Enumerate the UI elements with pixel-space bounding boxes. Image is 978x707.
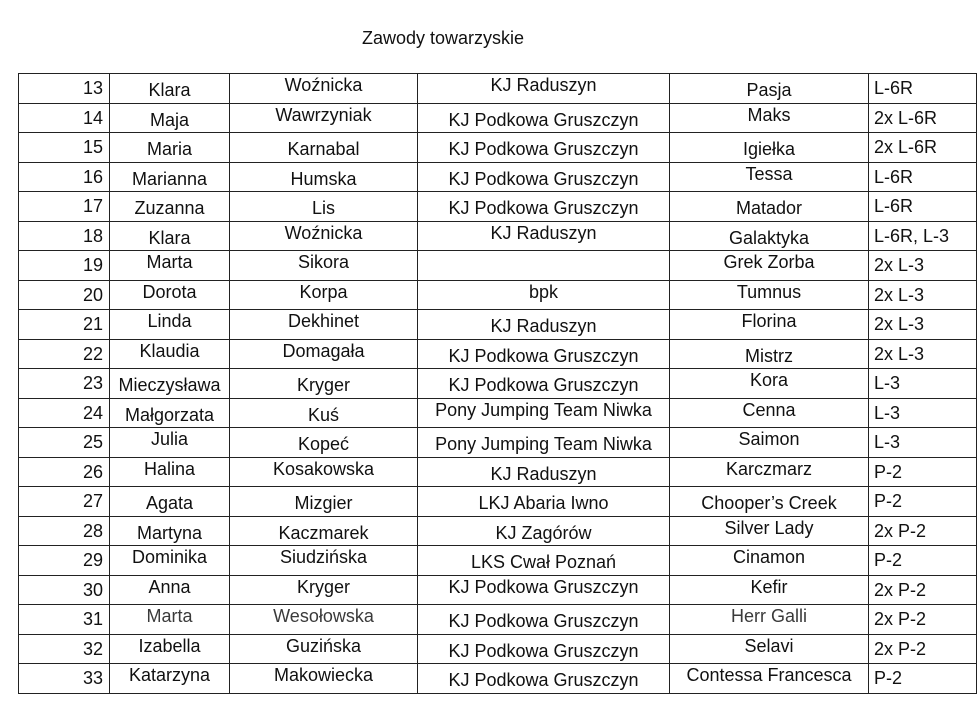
horse-text: Saimon	[738, 429, 800, 450]
club-text: KJ Podkowa Gruszczyn	[448, 109, 639, 130]
first-name-text: Dorota	[142, 281, 197, 302]
last-name-cell	[230, 251, 418, 281]
table-row	[19, 457, 977, 487]
last-name-cell	[230, 516, 418, 546]
club-cell	[418, 428, 670, 458]
horse-text: Pasja	[746, 80, 792, 101]
first-name-text: Mieczysława	[118, 375, 221, 396]
last-name-text: Woźnicka	[284, 222, 363, 243]
first-name-text: Zuzanna	[134, 198, 205, 219]
first-name-cell	[110, 457, 230, 487]
class-cell	[869, 457, 977, 487]
last-name-cell	[230, 162, 418, 192]
horse-text: Kefir	[750, 576, 788, 597]
last-name-cell	[230, 192, 418, 222]
horse-text: Contessa Francesca	[686, 665, 852, 686]
horse-cell	[670, 280, 869, 310]
first-name-text: Halina	[143, 458, 196, 479]
last-name-cell	[230, 457, 418, 487]
start-number-cell	[19, 369, 110, 399]
horse-cell	[670, 369, 869, 399]
club-text: KJ Raduszyn	[490, 75, 597, 96]
horse-text: Chooper’s Creek	[701, 493, 837, 514]
first-name-cell	[110, 398, 230, 428]
start-number-text: 26	[82, 461, 103, 482]
class-cell	[869, 74, 977, 104]
horse-cell	[670, 487, 869, 517]
start-number-text: 22	[82, 343, 103, 364]
horse-text: Galaktyka	[728, 227, 810, 248]
horse-cell	[670, 162, 869, 192]
club-cell	[418, 546, 670, 576]
class-cell	[869, 664, 977, 694]
table-row	[19, 664, 977, 694]
last-name-text: Siudzińska	[279, 547, 368, 568]
club-cell	[418, 280, 670, 310]
class-cell	[869, 487, 977, 517]
start-number-cell	[19, 251, 110, 281]
club-cell	[418, 398, 670, 428]
club-cell	[418, 487, 670, 517]
class-text: 2x L-3	[874, 343, 925, 364]
last-name-cell	[230, 398, 418, 428]
club-text: LKS Cwał Poznań	[470, 552, 617, 573]
table-row	[19, 133, 977, 163]
horse-cell	[670, 398, 869, 428]
first-name-cell	[110, 221, 230, 251]
start-number-text: 24	[82, 402, 103, 423]
last-name-text: Kryger	[296, 375, 350, 396]
class-text: L-3	[874, 402, 901, 423]
start-number-text: 19	[82, 255, 103, 276]
horse-text: Grek Zorba	[723, 252, 815, 273]
start-number-cell	[19, 103, 110, 133]
horse-text: Maks	[747, 104, 791, 125]
start-number-text: 32	[82, 638, 103, 659]
start-number-cell	[19, 428, 110, 458]
first-name-cell	[110, 664, 230, 694]
class-text: 2x L-6R	[874, 107, 938, 128]
club-text: KJ Raduszyn	[490, 316, 597, 337]
class-text: L-3	[874, 432, 901, 453]
club-text: KJ Podkowa Gruszczyn	[448, 670, 639, 691]
start-number-cell	[19, 487, 110, 517]
start-number-cell	[19, 280, 110, 310]
last-name-text: Mizgier	[294, 493, 353, 514]
last-name-text: Guzińska	[285, 635, 362, 656]
last-name-text: Kaczmarek	[278, 522, 369, 543]
last-name-cell	[230, 310, 418, 340]
last-name-text: Wesołowska	[273, 606, 374, 627]
first-name-text: Maria	[146, 139, 192, 160]
class-cell	[869, 192, 977, 222]
club-cell	[418, 516, 670, 546]
last-name-cell	[230, 546, 418, 576]
class-cell	[869, 516, 977, 546]
table-row	[19, 339, 977, 369]
club-text: KJ Podkowa Gruszczyn	[448, 640, 639, 661]
horse-text: Selavi	[744, 635, 794, 656]
first-name-text: Agata	[145, 493, 194, 514]
first-name-cell	[110, 605, 230, 635]
class-cell	[869, 133, 977, 163]
club-cell	[418, 74, 670, 104]
start-number-text: 33	[82, 668, 103, 689]
table-row	[19, 516, 977, 546]
last-name-cell	[230, 103, 418, 133]
horse-text: Tessa	[745, 163, 793, 184]
class-text: 2x L-3	[874, 255, 925, 276]
start-number-cell	[19, 575, 110, 605]
last-name-cell	[230, 664, 418, 694]
club-text: KJ Podkowa Gruszczyn	[448, 168, 639, 189]
horse-cell	[670, 74, 869, 104]
first-name-text: Martyna	[136, 522, 203, 543]
table-row	[19, 546, 977, 576]
club-text: KJ Podkowa Gruszczyn	[448, 198, 639, 219]
start-number-text: 31	[82, 609, 103, 630]
first-name-cell	[110, 162, 230, 192]
class-text: 2x L-3	[874, 314, 925, 335]
table-row	[19, 398, 977, 428]
club-text: Pony Jumping Team Niwka	[435, 399, 652, 420]
last-name-cell	[230, 428, 418, 458]
horse-text: Karczmarz	[725, 458, 812, 479]
table-row	[19, 575, 977, 605]
horse-text: Silver Lady	[724, 517, 814, 538]
start-number-text: 21	[82, 314, 103, 335]
class-text: 2x L-6R	[874, 137, 938, 158]
first-name-text: Marta	[146, 252, 193, 273]
horse-text: Igiełka	[742, 139, 796, 160]
club-cell	[418, 162, 670, 192]
class-cell	[869, 310, 977, 340]
last-name-text: Kopeć	[297, 434, 350, 455]
start-number-cell	[19, 74, 110, 104]
table-row	[19, 428, 977, 458]
class-cell	[869, 221, 977, 251]
table-row	[19, 634, 977, 664]
first-name-cell	[110, 369, 230, 399]
start-number-cell	[19, 546, 110, 576]
last-name-text: Woźnicka	[284, 75, 363, 96]
first-name-cell	[110, 516, 230, 546]
class-cell	[869, 103, 977, 133]
first-name-text: Marta	[146, 606, 193, 627]
club-cell	[418, 339, 670, 369]
club-cell	[418, 457, 670, 487]
class-cell	[869, 605, 977, 635]
last-name-cell	[230, 605, 418, 635]
first-name-text: Izabella	[138, 635, 201, 656]
last-name-cell	[230, 280, 418, 310]
class-text: P-2	[874, 668, 903, 689]
table-row	[19, 369, 977, 399]
last-name-cell	[230, 339, 418, 369]
horse-cell	[670, 664, 869, 694]
last-name-cell	[230, 487, 418, 517]
class-text: P-2	[874, 461, 903, 482]
horse-text: Cenna	[742, 399, 796, 420]
first-name-cell	[110, 634, 230, 664]
club-cell	[418, 133, 670, 163]
start-number-text: 20	[82, 284, 103, 305]
first-name-text: Klaudia	[139, 340, 200, 361]
class-text: 2x L-3	[874, 284, 925, 305]
table-row	[19, 487, 977, 517]
class-cell	[869, 162, 977, 192]
club-text: KJ Podkowa Gruszczyn	[448, 611, 639, 632]
table-row	[19, 192, 977, 222]
first-name-cell	[110, 546, 230, 576]
start-number-text: 17	[82, 196, 103, 217]
first-name-cell	[110, 133, 230, 163]
last-name-cell	[230, 221, 418, 251]
club-text: KJ Raduszyn	[490, 463, 597, 484]
start-number-text: 28	[82, 520, 103, 541]
club-text: KJ Podkowa Gruszczyn	[448, 139, 639, 160]
first-name-cell	[110, 103, 230, 133]
class-cell	[869, 280, 977, 310]
first-name-cell	[110, 575, 230, 605]
horse-text: Tumnus	[736, 281, 802, 302]
first-name-text: Klara	[148, 227, 191, 248]
club-text: KJ Podkowa Gruszczyn	[448, 345, 639, 366]
start-number-cell	[19, 634, 110, 664]
horse-text: Matador	[735, 198, 803, 219]
first-name-text: Julia	[150, 429, 189, 450]
class-text: 2x P-2	[874, 609, 927, 630]
last-name-text: Makowiecka	[273, 665, 374, 686]
class-text: L-6R	[874, 166, 914, 187]
start-number-cell	[19, 310, 110, 340]
horse-text: Cinamon	[732, 547, 806, 568]
horse-cell	[670, 457, 869, 487]
first-name-cell	[110, 339, 230, 369]
class-cell	[869, 575, 977, 605]
table-row	[19, 103, 977, 133]
first-name-text: Małgorzata	[124, 404, 215, 425]
club-cell	[418, 251, 670, 281]
last-name-text: Humska	[290, 168, 357, 189]
horse-text: Mistrz	[745, 345, 793, 366]
first-name-text: Linda	[147, 311, 192, 332]
table-row	[19, 162, 977, 192]
club-text: Pony Jumping Team Niwka	[435, 434, 652, 455]
class-text: 2x P-2	[874, 579, 927, 600]
class-text: L-6R	[874, 196, 914, 217]
start-number-text: 13	[82, 78, 103, 99]
class-cell	[869, 398, 977, 428]
start-number-cell	[19, 457, 110, 487]
start-number-text: 14	[82, 107, 103, 128]
last-name-text: Kryger	[296, 576, 350, 597]
first-name-text: Marianna	[131, 168, 208, 189]
start-number-text: 29	[82, 550, 103, 571]
last-name-text: Lis	[311, 198, 335, 219]
start-number-cell	[19, 398, 110, 428]
horse-cell	[670, 310, 869, 340]
class-text: 2x P-2	[874, 638, 927, 659]
horse-cell	[670, 428, 869, 458]
club-text: KJ Zagórów	[495, 522, 592, 543]
class-text: L-3	[874, 373, 901, 394]
first-name-cell	[110, 487, 230, 517]
club-cell	[418, 605, 670, 635]
table-row	[19, 280, 977, 310]
club-text: KJ Podkowa Gruszczyn	[448, 576, 639, 597]
class-cell	[869, 339, 977, 369]
club-cell	[418, 310, 670, 340]
start-number-cell	[19, 162, 110, 192]
horse-text: Florina	[741, 311, 797, 332]
results-table-body	[19, 74, 977, 694]
horse-cell	[670, 516, 869, 546]
last-name-text: Kuś	[307, 404, 340, 425]
horse-cell	[670, 221, 869, 251]
club-cell	[418, 634, 670, 664]
club-cell	[418, 369, 670, 399]
horse-cell	[670, 634, 869, 664]
last-name-text: Kosakowska	[272, 458, 375, 479]
last-name-text: Domagała	[282, 340, 365, 361]
last-name-cell	[230, 369, 418, 399]
class-cell	[869, 251, 977, 281]
club-cell	[418, 575, 670, 605]
start-number-text: 30	[82, 579, 103, 600]
start-number-cell	[19, 221, 110, 251]
first-name-cell	[110, 192, 230, 222]
table-row	[19, 251, 977, 281]
start-number-text: 18	[82, 225, 103, 246]
table-row	[19, 221, 977, 251]
class-text: P-2	[874, 491, 903, 512]
last-name-cell	[230, 74, 418, 104]
club-text: KJ Podkowa Gruszczyn	[448, 375, 639, 396]
start-number-cell	[19, 339, 110, 369]
first-name-cell	[110, 251, 230, 281]
last-name-text: Wawrzyniak	[275, 104, 372, 125]
horse-text: Herr Galli	[730, 606, 807, 627]
class-text: 2x P-2	[874, 520, 927, 541]
horse-cell	[670, 605, 869, 635]
class-cell	[869, 634, 977, 664]
results-table	[18, 73, 977, 694]
club-cell	[418, 221, 670, 251]
table-row	[19, 605, 977, 635]
horse-cell	[670, 103, 869, 133]
club-text: KJ Raduszyn	[490, 222, 597, 243]
table-row	[19, 310, 977, 340]
class-cell	[869, 428, 977, 458]
start-number-cell	[19, 133, 110, 163]
start-number-text: 27	[82, 491, 103, 512]
first-name-text: Anna	[148, 576, 191, 597]
last-name-cell	[230, 133, 418, 163]
class-text: P-2	[874, 550, 903, 571]
horse-cell	[670, 546, 869, 576]
first-name-text: Maja	[149, 109, 189, 130]
first-name-cell	[110, 280, 230, 310]
class-cell	[869, 546, 977, 576]
last-name-text: Korpa	[299, 281, 348, 302]
first-name-cell	[110, 428, 230, 458]
horse-cell	[670, 575, 869, 605]
class-text: L-6R, L-3	[874, 225, 950, 246]
last-name-text: Dekhinet	[287, 311, 360, 332]
page-title: Zawody towarzyskie	[361, 28, 525, 48]
first-name-cell	[110, 310, 230, 340]
last-name-text: Sikora	[297, 252, 350, 273]
start-number-cell	[19, 516, 110, 546]
first-name-text: Katarzyna	[128, 665, 211, 686]
horse-cell	[670, 339, 869, 369]
club-text: bpk	[528, 281, 559, 302]
horse-cell	[670, 251, 869, 281]
class-text: L-6R	[874, 78, 914, 99]
club-cell	[418, 664, 670, 694]
first-name-text: Klara	[148, 80, 191, 101]
first-name-cell	[110, 74, 230, 104]
start-number-text: 15	[82, 137, 103, 158]
horse-cell	[670, 133, 869, 163]
horse-cell	[670, 192, 869, 222]
class-cell	[869, 369, 977, 399]
horse-text: Kora	[749, 370, 789, 391]
start-number-cell	[19, 664, 110, 694]
last-name-text: Karnabal	[287, 139, 360, 160]
start-number-text: 25	[82, 432, 103, 453]
start-number-cell	[19, 605, 110, 635]
first-name-text: Dominika	[131, 547, 208, 568]
last-name-cell	[230, 634, 418, 664]
start-number-text: 16	[82, 166, 103, 187]
table-row	[19, 74, 977, 104]
club-cell	[418, 103, 670, 133]
last-name-cell	[230, 575, 418, 605]
start-number-text: 23	[82, 373, 103, 394]
club-cell	[418, 192, 670, 222]
start-number-cell	[19, 192, 110, 222]
club-text: LKJ Abaria Iwno	[478, 493, 609, 514]
